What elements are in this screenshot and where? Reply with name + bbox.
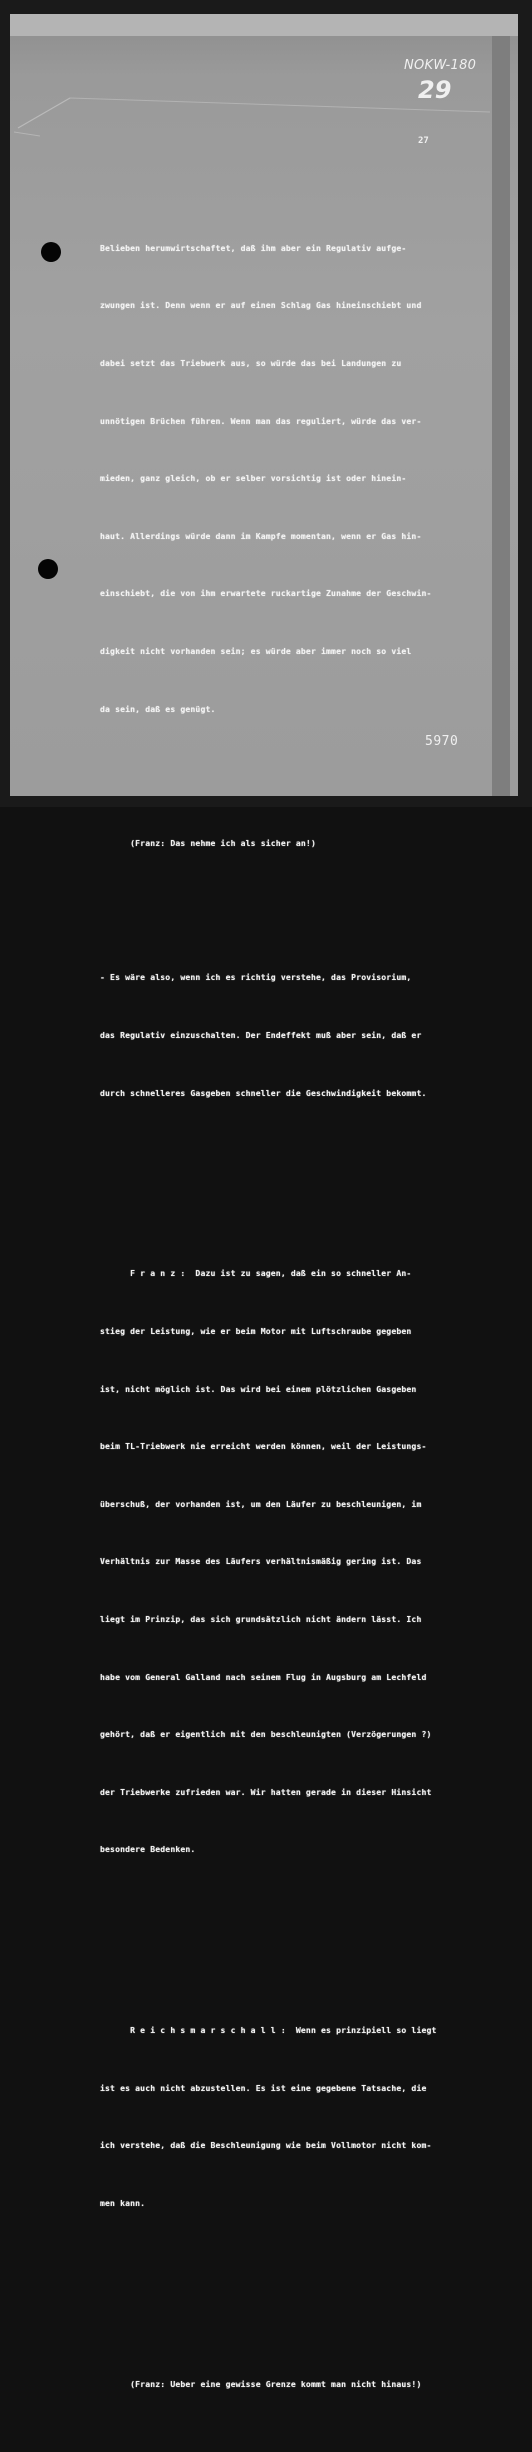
paragraph: [100, 200, 480, 757]
text-line: unnötigen Brüchen führen. Wenn man das reguliert, würde das ver-: [100, 415, 422, 426]
text-line: durch schnelleres Gasgeben schneller die Geschwindigkeit bekommt.: [100, 1087, 427, 1098]
text-line: F r a n z : Dazu ist zu sagen, daß ein so schneller An-: [100, 1268, 412, 1279]
interjection: [100, 796, 480, 892]
text-line: das Regulativ einzuschalten. Der Endeffekt muß aber sein, daß er: [100, 1029, 422, 1040]
text-line: haut. Allerdings würde dann im Kampfe momentan, wenn er Gas hin-: [100, 530, 422, 541]
text-line: (Franz: Das nehme ich als sicher an!): [100, 837, 316, 848]
text-line: da sein, daß es genügt.: [100, 703, 216, 714]
paragraph: [100, 1983, 480, 2252]
text-line: überschuß, der vorhanden ist, um den Läufer zu beschleunigen, im: [100, 1498, 422, 1509]
text-line: mieden, ganz gleich, ob er selber vorsichtig ist oder hinein-: [100, 473, 407, 484]
text-line: der Triebwerke zufrieden war. Wir hatten gerade in dieser Hinsicht: [100, 1786, 432, 1797]
text-line: digkeit nicht vorhanden sein; es würde aber immer noch so viel: [100, 645, 412, 656]
text-line: beim TL-Triebwerk nie erreicht werden können, weil der Leistungs-: [100, 1441, 427, 1452]
text-line: men kann.: [100, 2197, 146, 2208]
text-line: R e i c h s m a r s c h a l l : Wenn es prinzipiell so liegt: [100, 2025, 437, 2036]
handwritten-number: 29: [418, 76, 452, 104]
text-line: stieg der Leistung, wie er beim Motor mit Luftschraube gegeben: [100, 1325, 412, 1336]
document-body: [100, 162, 480, 2452]
text-line: Belieben herumwirtschaftet, daß ihm aber ein Regulativ aufge-: [100, 242, 407, 253]
text-line: ich verstehe, daß die Beschleunigung wie beim Vollmotor nicht kom-: [100, 2140, 432, 2151]
text-line: (Franz: Ueber eine gewisse Grenze kommt man nicht hinaus!): [100, 2378, 422, 2389]
stamp-number: 5970: [425, 734, 459, 749]
text-line: zwungen ist. Denn wenn er auf einen Schlag Gas hineinschiebt und: [100, 300, 422, 311]
text-line: dabei setzt das Triebwerk aus, so würde das bei Landungen zu: [100, 358, 402, 368]
paragraph: [100, 1226, 480, 1898]
text-line: liegt im Prinzip, das sich grundsätzlich nicht ändern lässt. Ich: [100, 1613, 422, 1624]
paragraph: [100, 930, 480, 1141]
archive-code: NOKW-180: [404, 58, 477, 73]
text-line: gehört, daß er eigentlich mit den beschleunigten (Verzögerungen ?): [100, 1729, 432, 1740]
interjection: [100, 2336, 480, 2432]
text-line: habe vom General Galland nach seinem Flug in Augsburg am Lechfeld: [100, 1671, 427, 1682]
text-line: ist es auch nicht abzustellen. Es ist eine gegebene Tatsache, die: [100, 2082, 427, 2093]
page-number: 27: [418, 136, 429, 146]
text-line: besondere Bedenken.: [100, 1844, 196, 1855]
text-line: ist, nicht möglich ist. Das wird bei einem plötzlichen Gasgeben: [100, 1383, 417, 1394]
text-line: - Es wäre also, wenn ich es richtig verstehe, das Provisorium,: [100, 972, 412, 983]
text-line: einschiebt, die von ihm erwartete ruckartige Zunahme der Geschwin-: [100, 588, 432, 599]
text-line: Verhältnis zur Masse des Läufers verhältnismäßig gering ist. Das: [100, 1556, 422, 1567]
